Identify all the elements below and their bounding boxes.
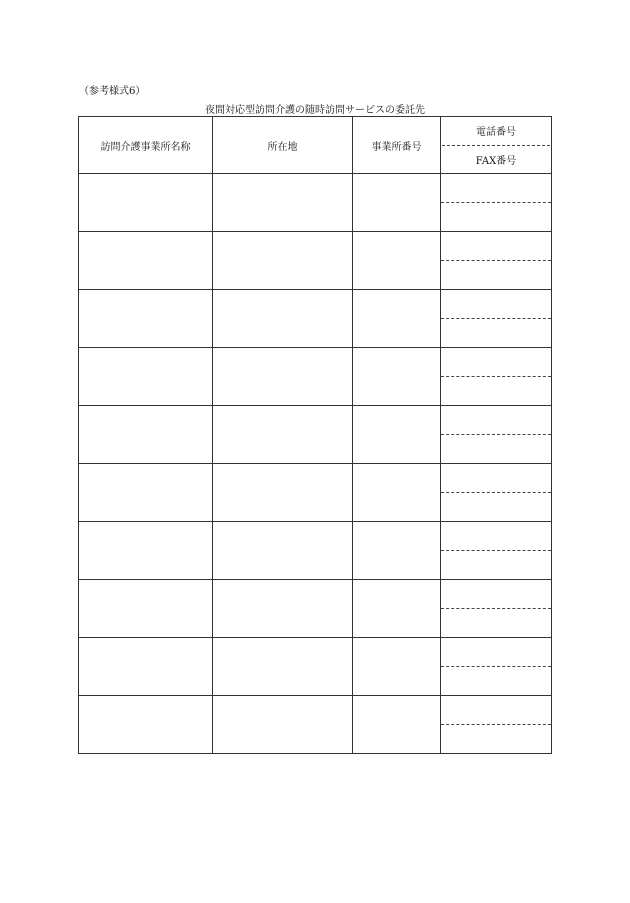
cell-address[interactable]	[213, 232, 353, 290]
cell-address[interactable]	[213, 464, 353, 522]
cell-fax[interactable]	[441, 377, 551, 405]
table-row	[79, 580, 552, 638]
cell-phone-fax	[441, 174, 552, 232]
cell-office-name[interactable]	[79, 696, 213, 754]
cell-office-number[interactable]	[353, 638, 441, 696]
header-office-name: 訪問介護事業所名称	[79, 117, 213, 174]
cell-phone[interactable]	[441, 638, 551, 667]
cell-phone[interactable]	[441, 348, 551, 377]
header-office-number: 事業所番号	[353, 117, 441, 174]
cell-office-number[interactable]	[353, 174, 441, 232]
table-header-row	[79, 117, 552, 174]
cell-office-name[interactable]	[79, 580, 213, 638]
table-row	[79, 406, 552, 464]
cell-phone-fax	[441, 638, 552, 696]
cell-office-name[interactable]	[79, 232, 213, 290]
cell-phone-fax	[441, 464, 552, 522]
cell-address[interactable]	[213, 522, 353, 580]
header-phone: 電話番号	[442, 117, 550, 146]
contractor-table	[78, 116, 552, 754]
cell-phone[interactable]	[441, 580, 551, 609]
cell-phone-fax	[441, 580, 552, 638]
cell-office-number[interactable]	[353, 464, 441, 522]
cell-office-number[interactable]	[353, 406, 441, 464]
cell-phone-fax	[441, 232, 552, 290]
cell-address[interactable]	[213, 348, 353, 406]
cell-fax[interactable]	[441, 435, 551, 463]
table-row	[79, 290, 552, 348]
cell-office-number[interactable]	[353, 522, 441, 580]
cell-phone[interactable]	[441, 406, 551, 435]
table-row	[79, 174, 552, 232]
table-row	[79, 348, 552, 406]
cell-address[interactable]	[213, 638, 353, 696]
cell-fax[interactable]	[441, 319, 551, 347]
header-fax: FAX番号	[475, 155, 517, 167]
cell-phone-fax	[441, 348, 552, 406]
cell-phone[interactable]	[441, 174, 551, 203]
table-row	[79, 638, 552, 696]
cell-phone-fax	[441, 696, 552, 754]
cell-fax[interactable]	[441, 493, 551, 521]
header-phone-fax	[441, 117, 552, 174]
table-row	[79, 232, 552, 290]
cell-fax[interactable]	[441, 609, 551, 637]
document-title: 夜間対応型訪問介護の随時訪問サービスの委託先	[205, 105, 425, 116]
cell-address[interactable]	[213, 174, 353, 232]
table-row	[79, 696, 552, 754]
cell-office-number[interactable]	[353, 696, 441, 754]
cell-fax[interactable]	[441, 667, 551, 695]
cell-office-number[interactable]	[353, 290, 441, 348]
cell-phone-fax	[441, 522, 552, 580]
cell-office-name[interactable]	[79, 348, 213, 406]
cell-address[interactable]	[213, 406, 353, 464]
cell-office-name[interactable]	[79, 638, 213, 696]
cell-fax[interactable]	[441, 551, 551, 579]
cell-office-name[interactable]	[79, 290, 213, 348]
cell-phone-fax	[441, 290, 552, 348]
cell-phone[interactable]	[441, 522, 551, 551]
cell-address[interactable]	[213, 290, 353, 348]
reference-form-label: （参考様式6）	[79, 86, 146, 97]
cell-address[interactable]	[213, 580, 353, 638]
cell-office-number[interactable]	[353, 580, 441, 638]
cell-fax[interactable]	[441, 725, 551, 753]
table-row	[79, 464, 552, 522]
cell-office-name[interactable]	[79, 522, 213, 580]
cell-phone[interactable]	[441, 232, 551, 261]
cell-fax[interactable]	[441, 203, 551, 231]
header-address: 所在地	[213, 117, 353, 174]
cell-phone-fax	[441, 406, 552, 464]
cell-phone[interactable]	[441, 464, 551, 493]
cell-office-number[interactable]	[353, 232, 441, 290]
cell-office-name[interactable]	[79, 406, 213, 464]
cell-office-name[interactable]	[79, 174, 213, 232]
cell-office-name[interactable]	[79, 464, 213, 522]
cell-phone[interactable]	[441, 696, 551, 725]
cell-phone[interactable]	[441, 290, 551, 319]
cell-fax[interactable]	[441, 261, 551, 289]
table-row	[79, 522, 552, 580]
cell-office-number[interactable]	[353, 348, 441, 406]
cell-address[interactable]	[213, 696, 353, 754]
